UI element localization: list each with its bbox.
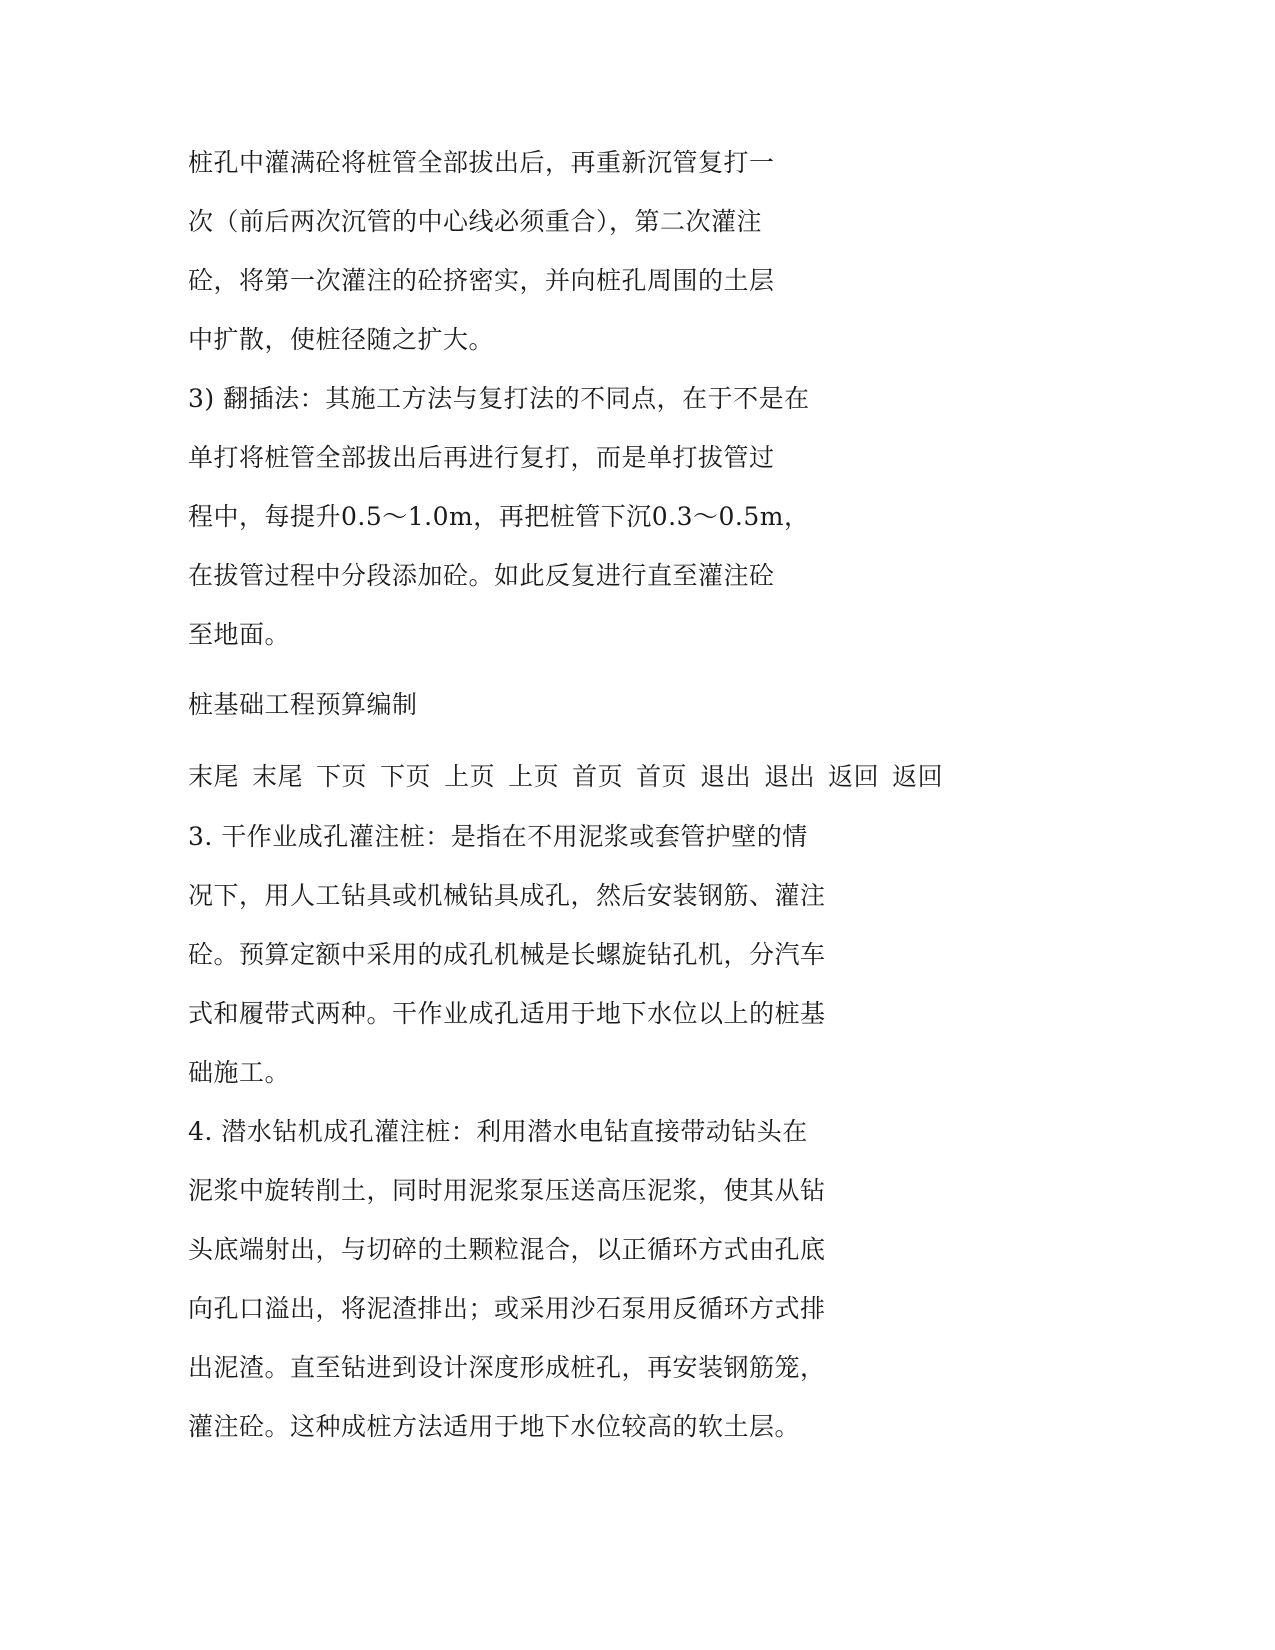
text-line: 砼，将第一次灌注的砼挤密实，并向桩孔周围的土层	[188, 266, 775, 295]
nav-next-link[interactable]: 下页	[316, 762, 368, 791]
nav-last-link[interactable]: 末尾	[188, 762, 240, 791]
text-line: 础施工。	[188, 1058, 291, 1087]
text-line: 灌注砼。这种成桩方法适用于地下水位较高的软土层。	[188, 1412, 801, 1441]
nav-back-link[interactable]: 返回	[892, 762, 944, 791]
nav-back-link[interactable]: 返回	[828, 762, 880, 791]
section-heading: 桩基础工程预算编制	[188, 690, 418, 719]
text-line: 出泥渣。直至钻进到设计深度形成桩孔，再安装钢筋笼，	[188, 1353, 826, 1382]
nav-exit-link[interactable]: 退出	[700, 762, 752, 791]
text-line: 程中，每提升0.5～1.0m，再把桩管下沉0.3～0.5m，	[188, 502, 810, 531]
text-line: 在拔管过程中分段添加砼。如此反复进行直至灌注砼	[188, 561, 775, 590]
text-line: 头底端射出，与切碎的土颗粒混合，以正循环方式由孔底	[188, 1235, 826, 1264]
nav-exit-link[interactable]: 退出	[764, 762, 816, 791]
nav-first-link[interactable]: 首页	[572, 762, 624, 791]
text-line: 单打将桩管全部拔出后再进行复打，而是单打拔管过	[188, 443, 775, 472]
nav-first-link[interactable]: 首页	[636, 762, 688, 791]
nav-prev-link[interactable]: 上页	[444, 762, 496, 791]
text-line: 次（前后两次沉管的中心线必须重合），第二次灌注	[188, 207, 763, 236]
text-line: 向孔口溢出，将泥渣排出；或采用沙石泵用反循环方式排	[188, 1294, 826, 1323]
text-line: 砼。预算定额中采用的成孔机械是长螺旋钻孔机，分汽车	[188, 940, 826, 969]
nav-last-link[interactable]: 末尾	[252, 762, 304, 791]
text-line: 况下，用人工钻具或机械钻具成孔，然后安装钢筋、灌注	[188, 881, 826, 910]
nav-prev-link[interactable]: 上页	[508, 762, 560, 791]
text-line: 3. 干作业成孔灌注桩：是指在不用泥浆或套管护壁的情	[188, 822, 808, 851]
text-line: 泥浆中旋转削土，同时用泥浆泵压送高压泥浆，使其从钻	[188, 1176, 826, 1205]
text-line: 至地面。	[188, 620, 291, 649]
text-line: 桩孔中灌满砼将桩管全部拔出后，再重新沉管复打一	[188, 148, 775, 177]
text-line: 3) 翻插法：其施工方法与复打法的不同点，在于不是在	[188, 384, 810, 413]
page-navigation	[188, 760, 943, 794]
nav-next-link[interactable]: 下页	[380, 762, 432, 791]
text-line: 式和履带式两种。干作业成孔适用于地下水位以上的桩基	[188, 999, 826, 1028]
text-line: 4. 潜水钻机成孔灌注桩：利用潜水电钻直接带动钻头在	[188, 1117, 808, 1146]
text-line: 中扩散，使桩径随之扩大。	[188, 325, 495, 354]
